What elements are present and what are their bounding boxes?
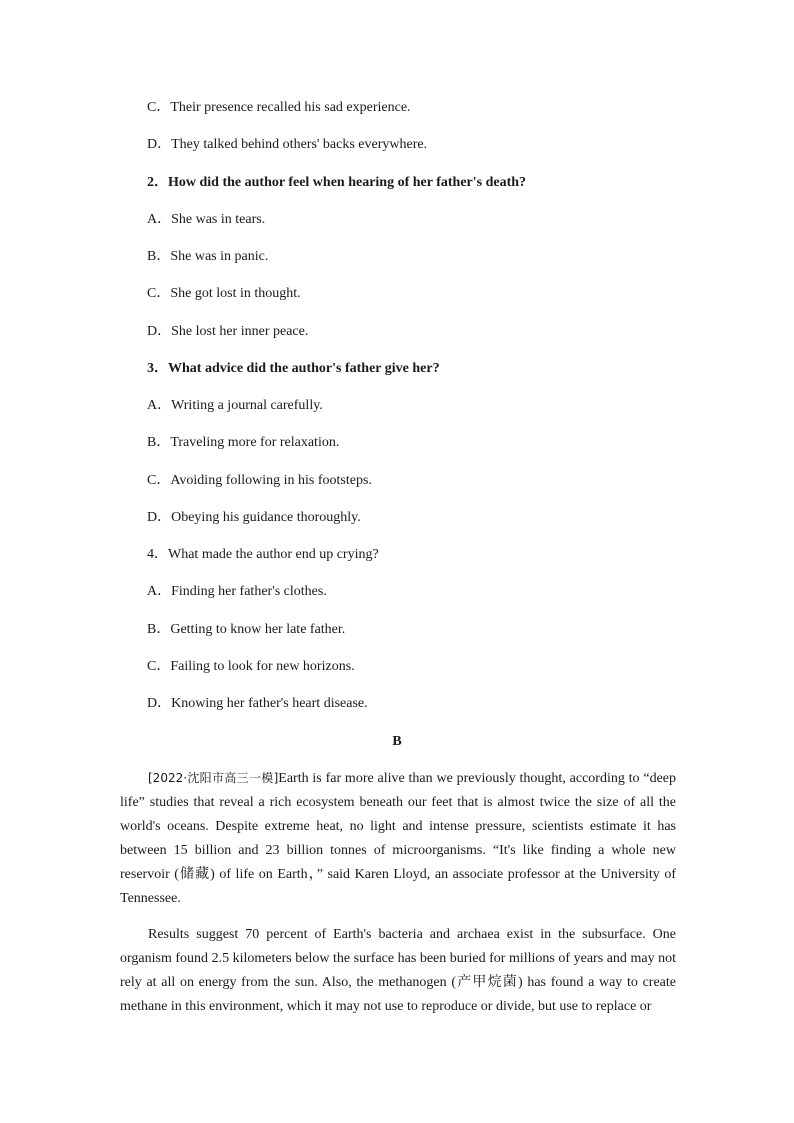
option-line: C．Their presence recalled his sad experience.	[147, 100, 411, 115]
option-line: C．She got lost in thought.	[147, 286, 301, 301]
option-line: B．Traveling more for relaxation.	[147, 435, 340, 450]
paragraph-text: Results suggest 70 percent of Earth's bacteria and archaea exist in the subsurface. One organism found 2.5 kilometers below the surface has been buried for millions of years and may not rely at all on energy from the sun. Also, the methanogen (产甲烷菌) has found a way to create methane in this environment, which it may not use to reproduce or divide, but use to replace or	[120, 927, 676, 1014]
option-line: B．Getting to know her late father.	[147, 622, 346, 637]
option-line: D．Knowing her father's heart disease.	[147, 696, 368, 711]
question-line: 3．What advice did the author's father give her?	[147, 361, 440, 376]
passage-paragraph-2	[120, 923, 676, 1019]
option-line: D．She lost her inner peace.	[147, 324, 309, 339]
section-title: B	[392, 734, 402, 749]
option-line: A．Writing a journal carefully.	[147, 398, 323, 413]
source-label: [2022·沈阳市高三一模]	[148, 771, 279, 785]
option-line: C．Avoiding following in his footsteps.	[147, 473, 372, 488]
option-line: D．Obeying his guidance thoroughly.	[147, 510, 361, 525]
passage-paragraph-1	[120, 766, 676, 911]
option-line: A．Finding her father's clothes.	[147, 584, 327, 599]
option-line: D．They talked behind others' backs everywhere.	[147, 137, 428, 152]
option-line: A．She was in tears.	[147, 212, 266, 227]
option-line: B．She was in panic.	[147, 249, 269, 264]
paragraph-text: Earth is far more alive than we previously thought, according to “deep life” studies that reveal a rich ecosystem beneath our feet that is almost twice the size of all the world's oceans. Despite extreme heat, no light and intense pressure, scientists estimate it has between 15 billion and 23 billion tonnes of microorganisms. “It's like finding a whole new reservoir (储藏) of life on Earth，” said Karen Lloyd, an associate professor at the University of Tennessee.	[120, 771, 677, 906]
question-line: 2．How did the author feel when hearing of her father's death?	[147, 175, 527, 190]
option-line: C．Failing to look for new horizons.	[147, 659, 355, 674]
question-line: 4．What made the author end up crying?	[147, 547, 379, 562]
